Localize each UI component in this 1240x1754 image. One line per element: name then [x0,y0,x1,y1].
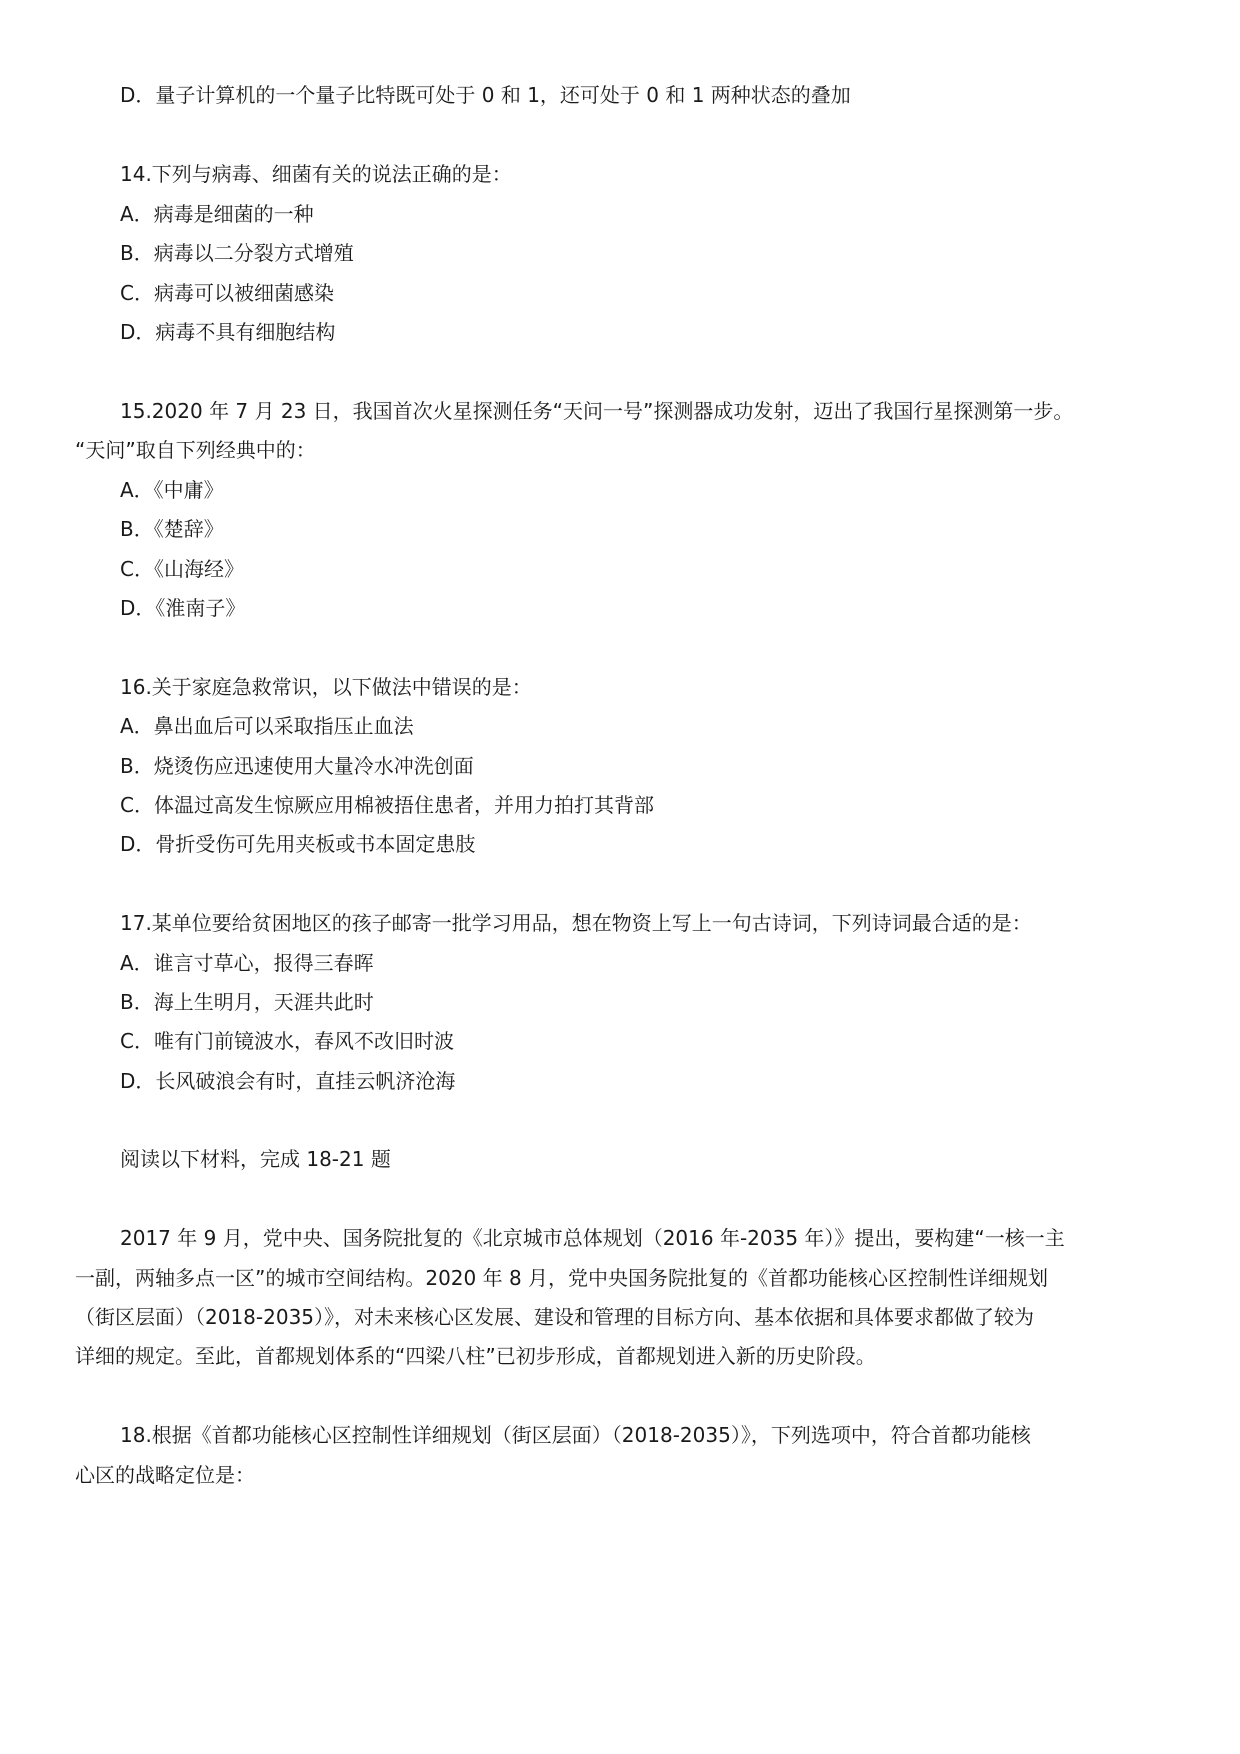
q15-stem-line1: 15.2020 年 7 月 23 日，我国首次火星探测任务“天问一号”探测器成功发射，迈出了我国行星探测第一步。 [120,399,1074,423]
q14-option-b: B．病毒以二分裂方式增殖 [120,241,354,265]
q17-option-d: D．长风破浪会有时，直挂云帆济沧海 [120,1069,456,1093]
q13-option-d: D．量子计算机的一个量子比特既可处于 0 和 1，还可处于 0 和 1 两种状态的叠加 [120,83,851,107]
q14-option-c: C．病毒可以被细菌感染 [120,281,334,305]
q15-option-b: B．《楚辞》 [120,517,224,541]
q16-option-a: A．鼻出血后可以采取指压止血法 [120,714,414,738]
q16-option-d: D．骨折受伤可先用夹板或书本固定患肢 [120,832,476,856]
q15-stem-line2: “天问”取自下列经典中的： [75,438,316,462]
material-intro: 阅读以下材料，完成 18-21 题 [120,1147,391,1171]
q16-option-c: C．体温过高发生惊厥应用棉被捂住患者，并用力拍打其背部 [120,793,654,817]
q17-option-b: B．海上生明月，天涯共此时 [120,990,374,1014]
q17-option-a: A．谁言寸草心，报得三春晖 [120,951,374,975]
q15-option-c: C．《山海经》 [120,557,244,581]
q18-stem-line2: 心区的战略定位是： [75,1463,255,1487]
q17-stem: 17.某单位要给贫困地区的孩子邮寄一批学习用品，想在物资上写上一句古诗词，下列诗词最合适的是： [120,911,1032,935]
material-line: （街区层面）（2018-2035）》，对未来核心区发展、建设和管理的目标方向、基本依据和具体要求都做了较为 [75,1305,1035,1329]
material-line: 2017 年 9 月，党中央、国务院批复的《北京城市总体规划（2016 年-2035 年）》提出，要构建“一核一主 [120,1226,1065,1250]
q18-stem-line1: 18.根据《首都功能核心区控制性详细规划（街区层面）（2018-2035）》，下列选项中，符合首都功能核 [120,1423,1031,1447]
q16-option-b: B．烧烫伤应迅速使用大量冷水冲洗创面 [120,754,474,778]
q16-stem: 16.关于家庭急救常识，以下做法中错误的是： [120,675,532,699]
q14-stem: 14.下列与病毒、细菌有关的说法正确的是： [120,162,512,186]
material-line: 详细的规定。至此，首都规划体系的“四梁八柱”已初步形成，首都规划进入新的历史阶段。 [75,1344,876,1368]
q15-option-a: A．《中庸》 [120,478,224,502]
q15-option-d: D．《淮南子》 [120,596,246,620]
material-line: 一副，两轴多点一区”的城市空间结构。2020 年 8 月，党中央国务院批复的《首都功能核心区控制性详细规划 [75,1266,1049,1290]
q14-option-a: A．病毒是细菌的一种 [120,202,314,226]
q17-option-c: C．唯有门前镜波水，春风不改旧时波 [120,1029,454,1053]
q14-option-d: D．病毒不具有细胞结构 [120,320,336,344]
